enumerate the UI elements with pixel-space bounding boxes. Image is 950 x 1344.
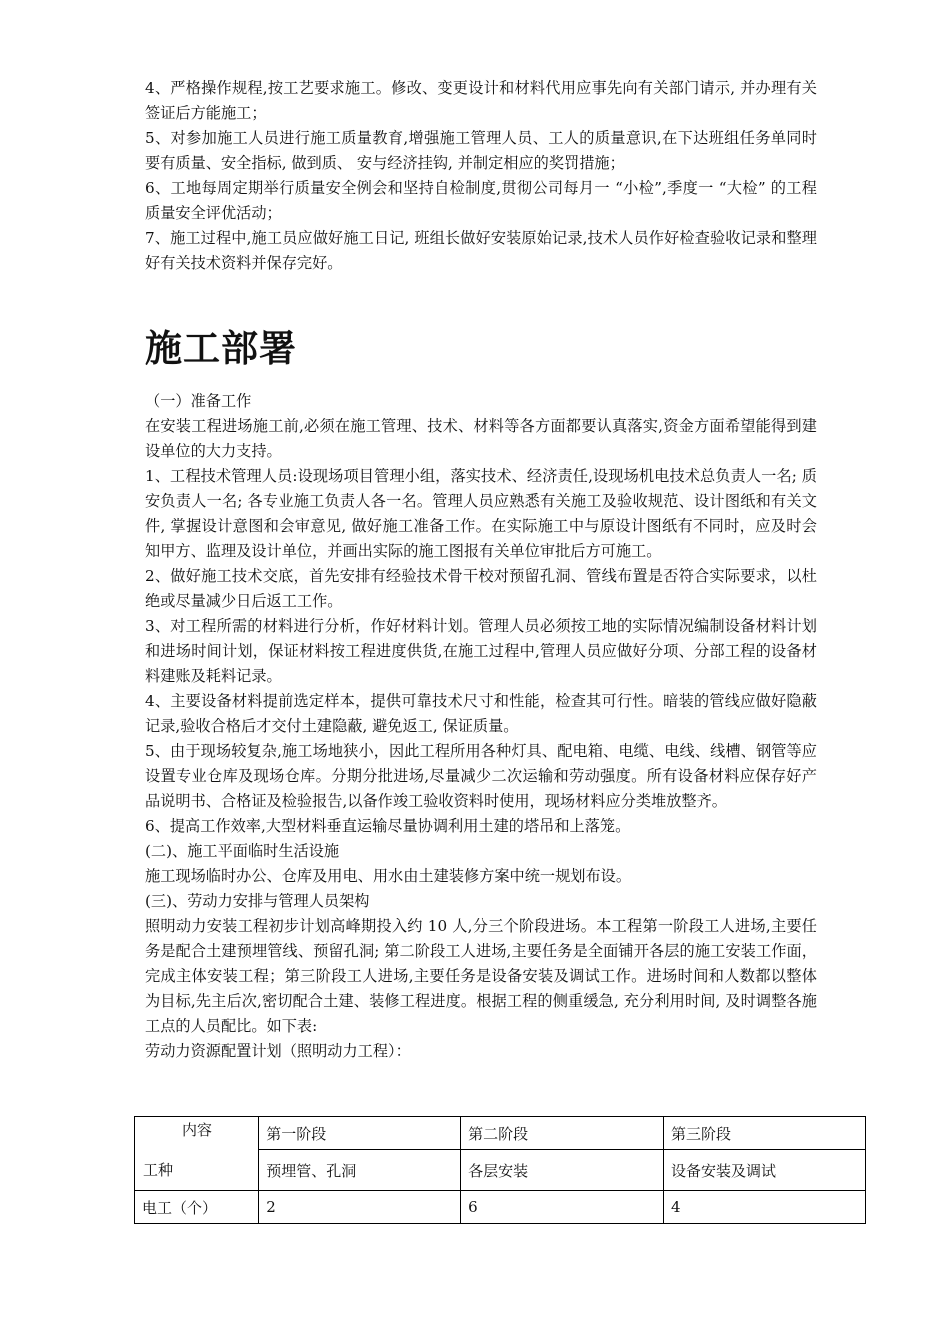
paragraph: 施工现场临时办公、仓库及用电、用水由土建装修方案中统一规划布设。 [145,867,631,885]
corner-header-trade: 工种 [143,1161,174,1179]
stage-task: 各层安装 [461,1150,664,1191]
paragraph: 4、严格操作规程,按工艺要求施工。修改、变更设计和材料代用应事先向有关部门请示, 并办理有关签证后方能施工； [145,79,817,122]
corner-header-content: 内容 [182,1121,213,1139]
paragraph: 照明动力安装工程初步计划高峰期投入约 10 人,分三个阶段进场。本工程第一阶段工人进场,主要任务是配合土建预埋管线、预留孔洞; 第二阶段工人进场,主要任务是全面铺开各层的施工安装工作面，完成主体安装工程；第三阶段工人进场,主要任务是设备安装及调试工作。进场时间和人数都以整体为目标,先主后次,密切配合土建、装修工程进度。根据工程的侧重缓急, 充分利用时间, 及时调整各施工点的人员配比。如下表: [145,917,817,1035]
paragraph: 3、对工程所需的材料进行分析，作好材料计划。管理人员必须按工地的实际情况编制设备材料计划和进场时间计划，保证材料按工程进度供货,在施工过程中,管理人员应做好分项、分部工程的设备材料建账及耗料记录。 [145,617,817,685]
table-caption: 劳动力资源配置计划（照明动力工程）： [145,1042,411,1060]
subsection-title: （一）准备工作 [145,392,252,410]
paragraph: 5、对参加施工人员进行施工质量教育,增强施工管理人员、工人的质量意识,在下达班组任务单同时要有质量、安全指标, 做到质、 安与经济挂钩, 并制定相应的奖罚措施； [145,129,817,172]
subsection-title: (二)、施工平面临时生活设施 [145,842,340,860]
section-heading: 施工部署 [145,327,297,370]
stage-header: 第二阶段 [461,1117,664,1150]
table-cell: 6 [461,1191,664,1224]
stage-task: 设备安装及调试 [664,1150,866,1191]
paragraph: 1、工程技术管理人员:设现场项目管理小组，落实技术、经济责任,设现场机电技术总负责人一名; 质安负责人一名; 各专业施工负责人各一名。管理人员应熟悉有关施工及验收规范、设计图纸和有关文件, 掌握设计意图和会审意见, 做好施工准备工作。在实际施工中与原设计图纸有不同时，应及时会知甲方、监理及设计单位，并画出实际的施工图报有关单位审批后方可施工。 [145,467,817,560]
paragraph: 7、施工过程中,施工员应做好施工日记, 班组长做好安装原始记录,技术人员作好检查验收记录和整理好有关技术资料并保存完好。 [145,229,817,272]
paragraph: 5、由于现场较复杂,施工场地狭小，因此工程所用各种灯具、配电箱、电缆、电线、线槽、钢管等应设置专业仓库及现场仓库。分期分批进场,尽量减少二次运输和劳动强度。所有设备材料应保存好产品说明书、合格证及检验报告,以备作竣工验收资料时使用，现场材料应分类堆放整齐。 [145,742,817,810]
paragraph: 6、工地每周定期举行质量安全例会和坚持自检制度,贯彻公司每月一 “小检”,季度一 “大检” 的工程质量安全评优活动； [145,179,817,222]
paragraph: 在安装工程进场施工前,必须在施工管理、技术、材料等各方面都要认真落实,资金方面希望能得到建设单位的大力支持。 [145,417,817,460]
document-body [145,76,817,1064]
stage-header: 第一阶段 [259,1117,461,1150]
table-corner-cell [135,1117,259,1191]
paragraph: 4、主要设备材料提前选定样本，提供可靠技术尺寸和性能，检查其可行性。暗装的管线应做好隐蔽记录,验收合格后才交付土建隐蔽, 避免返工, 保证质量。 [145,692,817,735]
table-cell: 2 [259,1191,461,1224]
labor-plan-table [134,1116,866,1224]
paragraph: 6、提高工作效率,大型材料垂直运输尽量协调利用土建的塔吊和上落笼。 [145,817,631,835]
trade-label: 电工（个） [135,1191,259,1224]
stage-header: 第三阶段 [664,1117,866,1150]
paragraph: 2、做好施工技术交底，首先安排有经验技术骨干校对预留孔洞、管线布置是否符合实际要求，以杜绝或尽量减少日后返工工作。 [145,567,817,610]
table-cell: 4 [664,1191,866,1224]
subsection-title: (三)、劳动力安排与管理人员架构 [145,892,370,910]
stage-task: 预埋管、孔洞 [259,1150,461,1191]
